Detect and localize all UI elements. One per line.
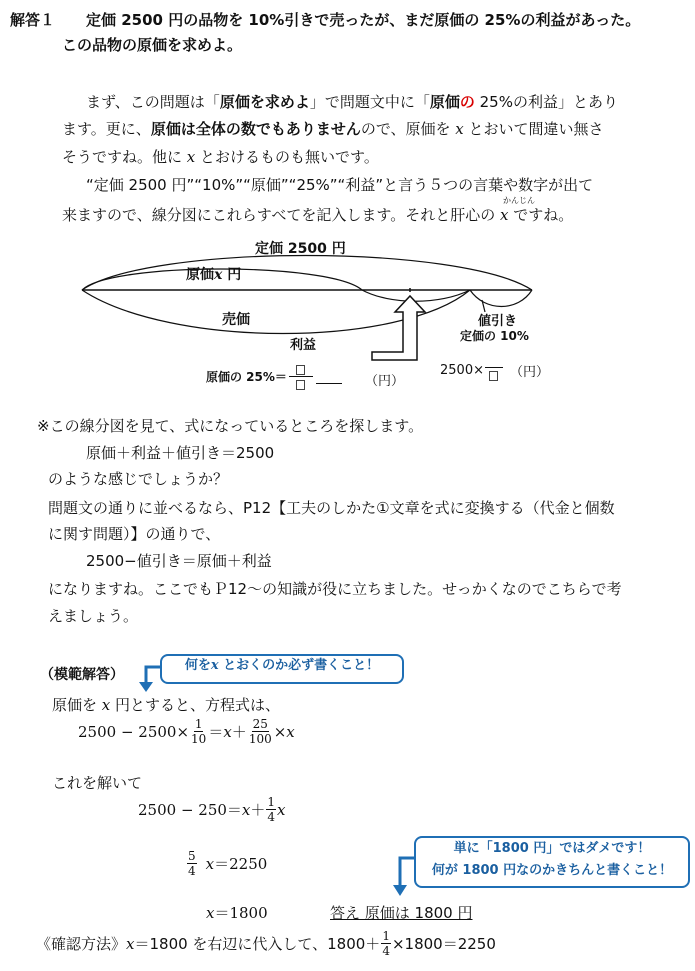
analysis-line-4: 問題文の通りに並べるなら、P12【工夫のしかた①文章を式に変換する（代金と個数 [48, 499, 615, 517]
denominator: 4 [267, 810, 276, 824]
text: 肝心 [450, 206, 481, 224]
blank-box [489, 371, 498, 381]
variable-x: x [206, 904, 215, 922]
rieki-yen: （円） [365, 374, 405, 389]
analysis-line-1: ※この線分図を見て、式になっているところを探します。 [37, 417, 424, 435]
text: ＝ [208, 723, 224, 741]
callout-line: 何が 1800 円なのかきちんと書くこと！ [431, 863, 673, 878]
text: （円） [509, 364, 549, 380]
variable-x: x [210, 658, 219, 673]
intro-line-1 [86, 91, 618, 112]
rieki-formula [206, 363, 342, 390]
blank-box [296, 365, 305, 375]
text: 《確認方法》 [36, 935, 127, 953]
variable-x: x [214, 267, 223, 283]
equation-1 [78, 718, 295, 745]
text: 円 [222, 267, 242, 283]
equation-4 [206, 902, 268, 923]
analysis-line-6: 2500−値引き＝原価＋利益 [86, 552, 272, 570]
fraction [190, 718, 207, 745]
text: ＋ [250, 801, 266, 819]
text: の [480, 206, 500, 224]
text: ×1800＝2250 [391, 935, 496, 953]
text: 円とすると、方程式は、 [110, 696, 281, 714]
text: ＝2250 [214, 855, 268, 873]
variable-x: x [205, 854, 215, 873]
solve-line: これを解いて [52, 774, 143, 792]
text: ですね。 [508, 206, 574, 224]
variable-x: x [277, 800, 286, 819]
text: まず、この問題は「 [86, 93, 220, 111]
denominator: 10 [191, 732, 207, 746]
denominator: 4 [382, 944, 390, 958]
brace-nebiki [470, 290, 532, 307]
text: 」で問題文中に「 [309, 93, 430, 111]
text: とおくのか必ず書くこと！ [218, 658, 380, 673]
callout1-arrow [130, 664, 164, 694]
diagram-teika-label: 定価 2500 円 [255, 241, 346, 257]
denominator: 4 [188, 864, 196, 878]
emphasis: 原価を求めよ [219, 93, 310, 111]
text: 来ますので、線分図にこれらすべてを記入します。それと [62, 206, 451, 224]
fraction [266, 796, 276, 823]
variable-x: x [101, 696, 111, 714]
text: × [273, 722, 287, 741]
blank-fraction [289, 363, 313, 390]
emphasis: 原価は全体の数でもありません [150, 120, 361, 138]
fraction [381, 930, 391, 957]
check-line [36, 930, 496, 957]
numerator: 25 [252, 717, 268, 731]
model-setup [52, 694, 280, 715]
variable-x: x [126, 934, 135, 953]
model-heading: （模範解答） [40, 667, 124, 683]
text: ＝1800 を右辺に代入して、1800＋ [134, 935, 381, 953]
variable-x: x [286, 722, 295, 741]
callout-define-x [160, 654, 404, 684]
blank-box [296, 380, 305, 390]
diagram-nebiki-sub: 定価の 10% [460, 329, 529, 343]
text: 2500 − 2500× [78, 722, 190, 741]
analysis-line-8: えましょう。 [48, 607, 139, 625]
variable-x: x [500, 206, 509, 224]
callout-line: 単に「1800 円」ではダメです！ [453, 841, 651, 856]
diagram-baika-label: 売価 [222, 312, 250, 328]
problem-line-1: 定価 2500 円の品物を 10%引きで売ったが、まだ原価の 25%の利益があった。 [86, 11, 641, 29]
text: とおいて間違い無さ [463, 120, 604, 138]
fraction [187, 850, 197, 877]
final-answer: 答え 原価は 1800 円 [330, 904, 473, 922]
problem-line-2: この品物の原価を求めよ。 [62, 36, 243, 54]
text: 原価を [52, 696, 102, 714]
variable-x: x [186, 148, 196, 166]
problem-label: 解答１ [10, 11, 56, 29]
variable-x: x [241, 800, 251, 819]
diagram-rieki-label: 利益 [290, 338, 317, 353]
analysis-line-7: になりますね。ここでもＰ12〜の知識が役に立ちました。せっかくなのでこちらで考 [48, 580, 622, 598]
text: 25%の利益」とあり [474, 93, 618, 111]
diagram-nebiki-label: 値引き [478, 314, 518, 329]
text: 原価の 25%＝ [206, 370, 287, 384]
analysis-line-5: に関す問題）】の通りで、 [48, 525, 221, 543]
emphasis: 原価 [429, 93, 460, 111]
equation-2 [138, 796, 286, 823]
blank-fraction [485, 359, 503, 381]
nebiki-formula [440, 359, 549, 381]
text: ので、原価を [360, 120, 456, 138]
numerator: 5 [188, 849, 196, 863]
text: 2500× [440, 362, 484, 378]
text: とおけるものも無いです。 [195, 148, 379, 166]
emphasis-red: の [459, 93, 475, 111]
intro-line-5 [62, 204, 573, 225]
arrow-to-rieki [372, 296, 425, 360]
intro-line-4: “定価 2500 円”“10%”“原価”“25%”“利益”と言う５つの言葉や数字が出て [86, 176, 594, 194]
numerator: 1 [267, 795, 276, 809]
text: 2500 − 250＝ [138, 801, 242, 819]
brace-rieki [362, 290, 470, 301]
text: 原価 [186, 267, 214, 283]
diagram-genka-label [186, 264, 241, 284]
text: ＝1800 [214, 904, 268, 922]
text: 何を [184, 658, 211, 673]
line-segment-diagram [0, 230, 695, 400]
text: ＋ [231, 723, 247, 741]
denominator: 100 [248, 732, 272, 746]
numerator: 1 [194, 717, 203, 731]
text: そうですね。他に [62, 148, 187, 166]
fraction [248, 718, 273, 745]
callout-answer-note [414, 836, 690, 888]
numerator: 1 [382, 929, 390, 943]
analysis-line-2: 原価＋利益＋値引き＝2500 [86, 444, 275, 462]
analysis-line-3: のような感じでしょうか？ [48, 470, 229, 488]
ruby-kanjin: かんじん [503, 196, 535, 205]
text: ます。更に、 [62, 120, 151, 138]
answer-blank [316, 383, 342, 384]
callout2-arrow [390, 855, 420, 900]
variable-x: x [223, 722, 232, 741]
equation-3 [186, 850, 267, 877]
variable-x: x [455, 120, 464, 138]
intro-line-2 [62, 118, 604, 139]
intro-line-3 [62, 146, 379, 167]
